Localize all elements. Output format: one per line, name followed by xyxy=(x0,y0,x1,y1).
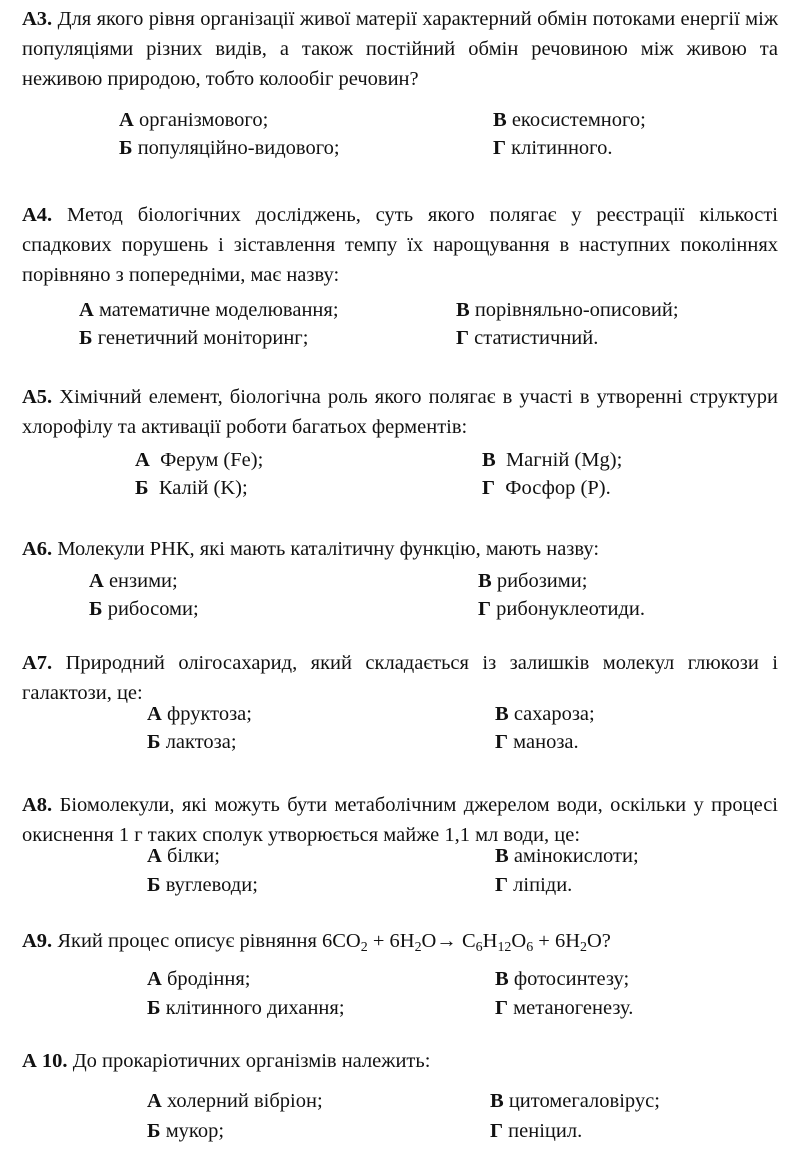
option-text: ензими; xyxy=(108,570,178,592)
equation-part: + 6H xyxy=(367,930,415,952)
option-text: вуглеводи; xyxy=(165,874,258,896)
option-letter: В xyxy=(482,449,496,471)
option-text: популяційно-видового; xyxy=(137,137,340,159)
option-letter: Г xyxy=(456,327,470,349)
option-text: Магній (Mg); xyxy=(505,449,623,471)
option-a[interactable] xyxy=(89,567,178,595)
option-text: Калій (K); xyxy=(158,477,248,499)
question-a8 xyxy=(22,790,778,850)
option-text: рибозими; xyxy=(496,570,588,592)
option-text: білки; xyxy=(166,845,220,867)
question-text: Біомолекули, які можуть бути метаболічним джерелом води, оскільки у процесі окиснення 1 г таких сполук утворюється майже 1,1 мл води, це: xyxy=(22,794,778,846)
option-letter: Г xyxy=(495,731,509,753)
option-letter: А xyxy=(135,449,150,471)
option-text: рибосоми; xyxy=(107,598,199,620)
option-b[interactable] xyxy=(147,871,258,899)
option-text: статистичний. xyxy=(474,327,599,349)
option-text: маноза. xyxy=(513,731,579,753)
equation-prefix: Який процес описує рівняння 6CO xyxy=(57,930,361,952)
option-letter: А xyxy=(79,299,94,321)
subscript: 2 xyxy=(360,940,368,956)
question-number: А8. xyxy=(22,794,53,816)
equation-part: O? xyxy=(587,930,611,952)
option-letter: Б xyxy=(147,997,161,1019)
option-g[interactable] xyxy=(495,728,579,756)
option-letter: В xyxy=(495,703,509,725)
option-g[interactable] xyxy=(493,134,612,162)
option-text: екосистемного; xyxy=(511,109,646,131)
option-b[interactable] xyxy=(135,474,248,502)
question-text: Метод біологічних досліджень, суть якого полягає у реєстрації кількості спадкових порушень і зіставлення темпу їх нарощування в наступних поколіннях порівняно з попередніми, має назву: xyxy=(22,204,778,286)
option-letter: Б xyxy=(79,327,93,349)
option-letter: Г xyxy=(478,598,492,620)
option-text: клітинного дихання; xyxy=(165,997,345,1019)
option-b[interactable] xyxy=(147,1117,224,1145)
option-a[interactable] xyxy=(147,842,220,870)
option-letter: Б xyxy=(147,1120,161,1142)
option-text: холерний вібріон; xyxy=(166,1090,323,1112)
question-number: А5. xyxy=(22,386,53,408)
option-letter: А xyxy=(147,968,162,990)
option-text: фотосинтезу; xyxy=(513,968,630,990)
option-v[interactable] xyxy=(490,1087,660,1115)
option-text: Ферум (Fe); xyxy=(160,449,264,471)
option-text: пеніцил. xyxy=(508,1120,583,1142)
option-text: ліпіди. xyxy=(513,874,573,896)
option-letter: Б xyxy=(147,874,161,896)
option-g[interactable] xyxy=(495,994,633,1022)
option-letter: Г xyxy=(493,137,507,159)
option-letter: Г xyxy=(482,477,496,499)
option-g[interactable] xyxy=(490,1117,582,1145)
question-number: А3. xyxy=(22,8,53,30)
option-v[interactable] xyxy=(495,842,639,870)
option-text: мукор; xyxy=(165,1120,225,1142)
option-letter: А xyxy=(119,109,134,131)
option-a[interactable] xyxy=(135,446,263,474)
option-a[interactable] xyxy=(147,700,252,728)
option-letter: А xyxy=(147,845,162,867)
question-a9 xyxy=(22,926,778,956)
question-number: А9. xyxy=(22,930,53,952)
question-text xyxy=(57,930,611,956)
option-g[interactable] xyxy=(456,324,598,352)
question-number: А7. xyxy=(22,652,53,674)
subscript: 12 xyxy=(497,940,512,956)
option-letter: В xyxy=(495,968,509,990)
option-text: амінокислоти; xyxy=(513,845,639,867)
subscript: 6 xyxy=(526,940,534,956)
question-text: До прокаріотичних організмів належить: xyxy=(72,1050,431,1072)
option-a[interactable] xyxy=(147,1087,323,1115)
equation-part: H xyxy=(482,930,498,952)
option-v[interactable] xyxy=(478,567,587,595)
option-v[interactable] xyxy=(456,296,679,324)
option-letter: Б xyxy=(89,598,103,620)
option-letter: Б xyxy=(147,731,161,753)
option-a[interactable] xyxy=(79,296,339,324)
subscript: 2 xyxy=(414,940,422,956)
option-letter: В xyxy=(490,1090,504,1112)
option-text: бродіння; xyxy=(166,968,251,990)
option-g[interactable] xyxy=(478,595,645,623)
question-text: Хімічний елемент, біологічна роль якого полягає в участі в утворенні структури хлорофілу та активації роботи багатьох ферментів: xyxy=(22,386,779,438)
question-a5 xyxy=(22,382,778,442)
question-number: А4. xyxy=(22,204,53,226)
option-text: математичне моделювання; xyxy=(98,299,339,321)
question-a3 xyxy=(22,4,778,94)
option-text: генетичний моніторинг; xyxy=(97,327,309,349)
option-b[interactable] xyxy=(119,134,340,162)
question-text: Природний олігосахарид, який складається із залишків молекул глюкози і галактози, це: xyxy=(22,652,779,704)
option-text: рибонуклеотиди. xyxy=(496,598,646,620)
option-letter: Б xyxy=(119,137,133,159)
option-text: порівняльно-описовий; xyxy=(474,299,679,321)
equation-part: O→ C xyxy=(421,930,476,952)
subscript: 6 xyxy=(475,940,483,956)
option-g[interactable] xyxy=(482,474,611,502)
option-text: цитомегаловірус; xyxy=(508,1090,660,1112)
option-b[interactable] xyxy=(79,324,308,352)
option-letter: В xyxy=(495,845,509,867)
option-v[interactable] xyxy=(482,446,622,474)
option-letter: В xyxy=(456,299,470,321)
option-text: Фосфор (P). xyxy=(505,477,611,499)
option-b[interactable] xyxy=(89,595,199,623)
option-text: клітинного. xyxy=(511,137,613,159)
option-a[interactable] xyxy=(147,965,250,993)
question-a10 xyxy=(22,1046,778,1076)
option-letter: В xyxy=(493,109,507,131)
question-a7 xyxy=(22,648,778,708)
option-text: сахароза; xyxy=(513,703,595,725)
option-v[interactable] xyxy=(493,106,646,134)
question-a4 xyxy=(22,200,778,290)
option-b[interactable] xyxy=(147,994,345,1022)
option-letter: А xyxy=(147,1090,162,1112)
question-number: А6. xyxy=(22,538,53,560)
option-letter: Б xyxy=(135,477,149,499)
equation-part: O xyxy=(511,930,527,952)
option-g[interactable] xyxy=(495,871,572,899)
subscript: 2 xyxy=(580,940,587,956)
option-letter: А xyxy=(89,570,104,592)
question-text: Для якого рівня організації живої матерії характерний обмін потоками енергії між популяціями різних видів, а також постійний обмін речовиною між живою та неживою природою, тобто колообіг речовин? xyxy=(22,8,779,90)
option-b[interactable] xyxy=(147,728,237,756)
option-letter: Г xyxy=(495,997,509,1019)
question-number: А 10. xyxy=(22,1050,68,1072)
option-letter: В xyxy=(478,570,492,592)
option-v[interactable] xyxy=(495,700,595,728)
option-letter: Г xyxy=(495,874,509,896)
option-v[interactable] xyxy=(495,965,629,993)
option-text: лактоза; xyxy=(165,731,237,753)
option-text: фруктоза; xyxy=(166,703,252,725)
option-letter: А xyxy=(147,703,162,725)
option-a[interactable] xyxy=(119,106,268,134)
option-text: метаногенезу. xyxy=(513,997,634,1019)
option-letter: Г xyxy=(490,1120,504,1142)
equation-part: + 6H xyxy=(533,930,581,952)
question-text: Молекули РНК, які мають каталітичну функцію, мають назву: xyxy=(57,538,600,560)
question-a6 xyxy=(22,534,778,564)
option-text: організмового; xyxy=(138,109,269,131)
